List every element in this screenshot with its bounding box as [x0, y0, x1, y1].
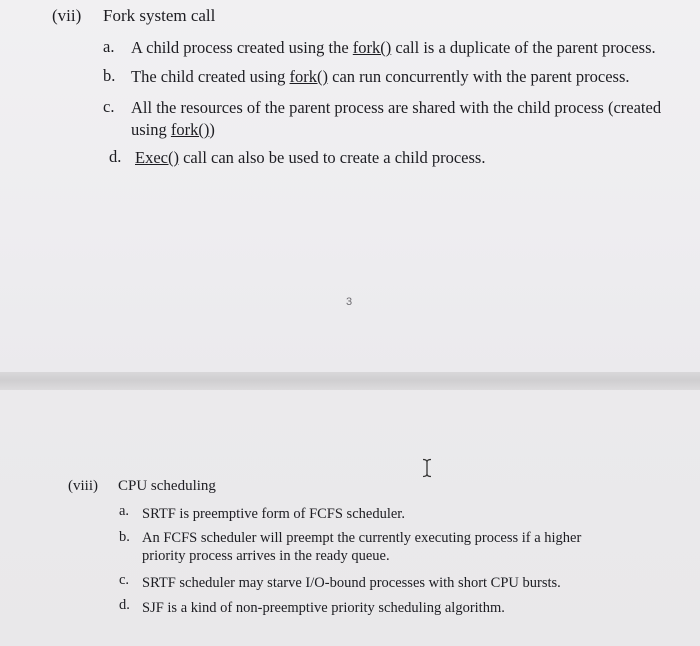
option-text: SRTF is preemptive form of FCFS scheduler. — [142, 506, 405, 522]
page-number: 3 — [346, 296, 353, 308]
fork-link[interactable]: fork() — [289, 67, 329, 86]
option-text-part: call is a duplicate of the parent process. — [391, 38, 656, 57]
option-letter: a. — [119, 503, 130, 519]
question-number: (vii) — [52, 6, 82, 25]
option-text: SRTF scheduler may starve I/O-bound processes with short CPU bursts. — [142, 575, 561, 591]
option-text-part: The child created using — [131, 67, 290, 86]
option-text — [131, 97, 676, 141]
option-text — [135, 147, 690, 169]
page-separator — [0, 372, 700, 390]
option-letter: b. — [119, 529, 130, 545]
option-letter: a. — [103, 37, 115, 56]
option-letter: d. — [109, 147, 122, 166]
question-number: (viii) — [68, 478, 98, 494]
option-letter: d. — [119, 597, 130, 613]
option-text: An FCFS scheduler will preempt the currently executing process if a higher priority process arrives in the ready queue. — [142, 530, 582, 564]
option-text-part: call can also be used to create a child process. — [178, 148, 486, 167]
option-letter: c. — [103, 97, 115, 116]
question-title: Fork system call — [103, 6, 216, 25]
fork-link[interactable]: fork() — [170, 120, 210, 139]
exec-link[interactable]: Exec() — [135, 148, 179, 167]
option-text: SJF is a kind of non-preemptive priority scheduling algorithm. — [142, 600, 505, 616]
option-text-part: ) — [209, 120, 215, 139]
option-letter: c. — [119, 572, 130, 588]
option-text-part: A child process created using the — [131, 38, 353, 57]
option-text — [131, 66, 691, 88]
option-text-part: All the resources of the parent process are shared with the child process (created using — [131, 98, 662, 139]
option-letter: b. — [103, 66, 116, 85]
fork-link[interactable]: fork() — [352, 38, 392, 57]
question-title: CPU scheduling — [118, 478, 216, 494]
text-cursor-icon — [420, 458, 434, 478]
option-text-part: can run concurrently with the parent process. — [328, 67, 630, 86]
option-text — [131, 37, 691, 59]
